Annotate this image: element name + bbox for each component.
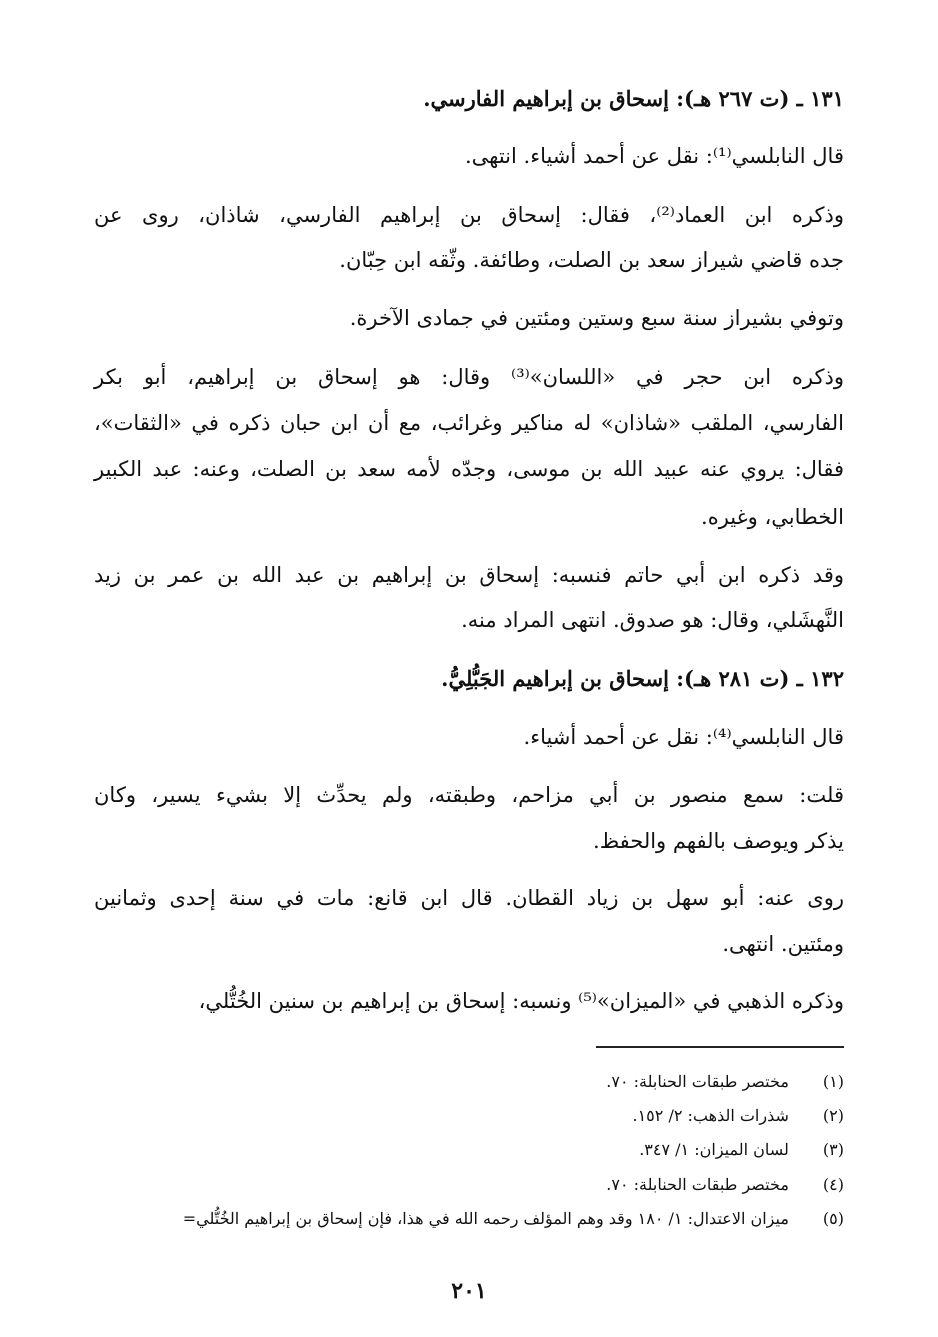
text-line: قال النابلسي⁽⁴⁾: نقل عن أحمد أشياء. — [523, 725, 844, 749]
footnote-text: شذرات الذهب: ٢/ ١٥٢. — [632, 1106, 789, 1125]
text-line: الفارسي، الملقب «شاذان» له مناكير وغرائب، مع أن ابن حبان ذكره في «الثقات»، — [94, 411, 844, 435]
footnote-divider — [596, 1046, 844, 1048]
text-line: الخطابي، وغيره. — [701, 505, 844, 529]
footnote-text: مختصر طبقات الحنابلة: ٧٠. — [606, 1175, 789, 1194]
text-line: وتوفي بشيراز سنة سبع وستين ومئتين في جمادى الآخرة. — [349, 306, 844, 330]
footnote-text: لسان الميزان: ١/ ٣٤٧. — [639, 1140, 789, 1159]
text-line: روى عنه: أبو سهل بن زياد القطان. قال ابن قانع: مات في سنة إحدى وثمانين — [94, 886, 844, 910]
footnote-text: مختصر طبقات الحنابلة: ٧٠. — [606, 1072, 789, 1091]
footnote-number: (٣) — [822, 1140, 844, 1159]
text-line: فقال: يروي عنه عبيد الله بن موسى، وجدّه لأمه سعد بن الصلت، وعنه: عبد الكبير — [94, 457, 844, 481]
text-line: النَّهشَلي، وقال: هو صدوق. انتهى المراد منه. — [461, 608, 844, 632]
text-line: جده قاضي شيراز سعد بن الصلت، وطائفة. وثّقه ابن حِبّان. — [339, 248, 844, 272]
footnote-number: (٥) — [822, 1209, 844, 1228]
text-line: وذكره ابن حجر في «اللسان»⁽³⁾ وقال: هو إسحاق بن إبراهيم، أبو بكر — [94, 365, 844, 389]
footnote-2 — [632, 1108, 844, 1124]
footnote-text: ميزان الاعتدال: ١/ ١٨٠ وقد وهم المؤلف رحمه الله في هذا، فإن إسحاق بن إبراهيم الخُتُّلي= — [182, 1209, 789, 1228]
text-line: يذكر ويوصف بالفهم والحفظ. — [593, 829, 844, 853]
text-line: ومئتين. انتهى. — [722, 932, 844, 956]
entry-heading-131: ١٣١ ـ (ت ٢٦٧ هـ): إسحاق بن إبراهيم الفارسي. — [423, 86, 844, 111]
footnote-number: (٤) — [822, 1175, 844, 1194]
footnote-4 — [606, 1177, 844, 1193]
footnote-1 — [606, 1074, 844, 1090]
footnote-number: (٢) — [822, 1106, 844, 1125]
footnote-number: (١) — [822, 1072, 844, 1091]
text-line: قال النابلسي⁽¹⁾: نقل عن أحمد أشياء. انتهى. — [464, 144, 844, 168]
text-line: قلت: سمع منصور بن أبي مزاحم، وطبقته، ولم يحدِّث إلا بشيء يسير، وكان — [94, 783, 844, 807]
text-line: وقد ذكره ابن أبي حاتم فنسبه: إسحاق بن إبراهيم بن عبد الله بن عمر بن زيد — [94, 563, 844, 587]
footnote-5 — [183, 1211, 844, 1227]
entry-heading-132: ١٣٢ ـ (ت ٢٨١ هـ): إسحاق بن إبراهيم الجَبُّلِيُّ. — [441, 666, 844, 691]
page-number: ٢٠١ — [451, 1278, 487, 1304]
footnote-3 — [639, 1142, 844, 1158]
text-line: وذكره الذهبي في «الميزان»⁽⁵⁾ ونسبه: إسحاق بن إبراهيم بن سنين الخُتُّلي، — [198, 989, 844, 1013]
text-line: وذكره ابن العماد⁽²⁾، فقال: إسحاق بن إبراهيم الفارسي، شاذان، روى عن — [94, 203, 844, 227]
